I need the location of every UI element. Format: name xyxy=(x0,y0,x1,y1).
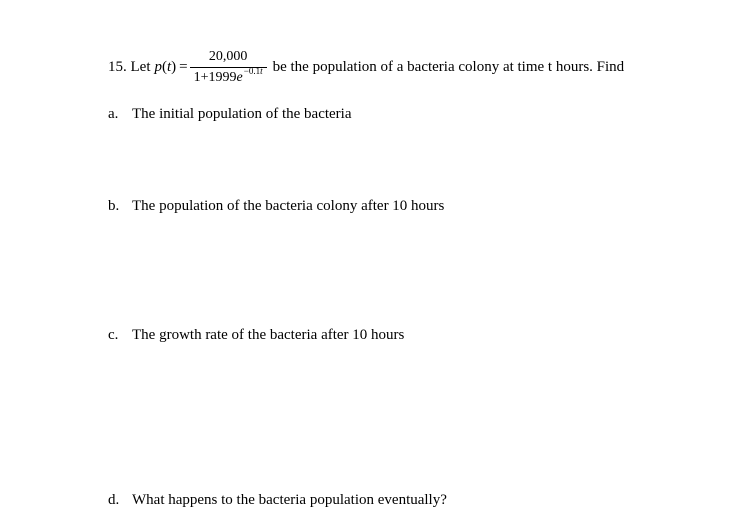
question-part-d xyxy=(108,492,447,509)
part-text: What happens to the bacteria population eventually? xyxy=(132,492,447,508)
problem-statement xyxy=(108,44,624,90)
exponent-variable: t xyxy=(260,65,263,76)
question-part-b xyxy=(108,198,444,215)
problem-tail: be the population of a bacteria colony at time t hours. Find xyxy=(272,58,625,75)
problem-lead: 15. Let xyxy=(108,58,151,75)
part-letter: c. xyxy=(108,327,119,343)
question-part-a xyxy=(108,106,352,123)
fraction-denominator xyxy=(190,65,267,86)
exponent-coefficient: −0.1 xyxy=(243,65,261,76)
part-text: The initial population of the bacteria xyxy=(132,106,352,122)
part-letter: d. xyxy=(108,492,120,508)
denominator-base: 1+1999 xyxy=(193,69,237,85)
function-name: p xyxy=(154,58,162,75)
population-fraction xyxy=(190,49,267,86)
exponent xyxy=(244,66,263,76)
part-text: The population of the bacteria colony after 10 hours xyxy=(132,198,445,214)
function-expression: p(t) xyxy=(154,58,177,75)
part-letter: a. xyxy=(108,106,119,122)
function-variable: t xyxy=(167,58,172,75)
question-part-c xyxy=(108,327,404,344)
part-letter: b. xyxy=(108,198,120,214)
part-text: The growth rate of the bacteria after 10 hours xyxy=(132,327,405,343)
fraction-numerator: 20,000 xyxy=(208,48,248,64)
equals-sign: = xyxy=(179,58,188,75)
denominator-e: e xyxy=(236,69,243,85)
